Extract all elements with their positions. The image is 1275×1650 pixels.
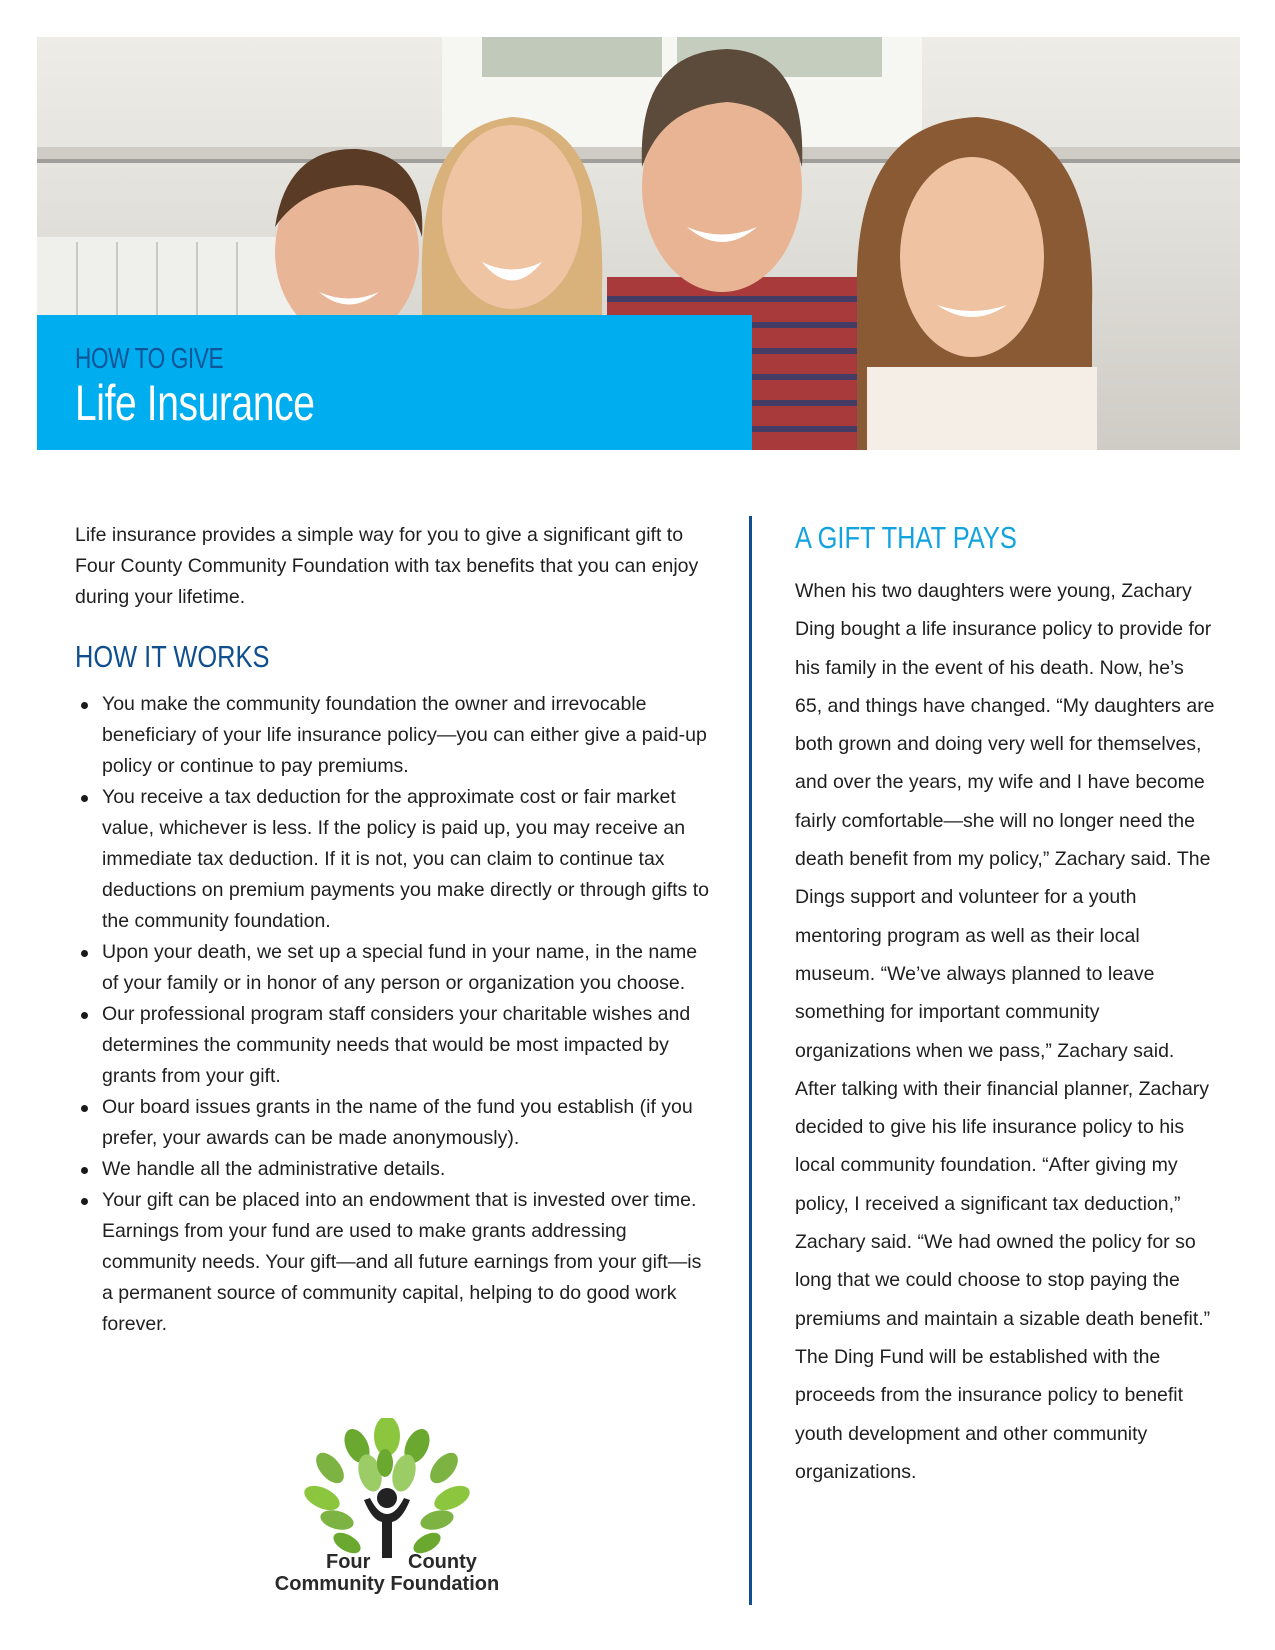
rail — [37, 147, 1240, 159]
list-item-text: Upon your death, we set up a special fund in your name, in the name of your family or in honor of any person or organization you choose. — [102, 941, 698, 994]
list-item-text: Our board issues grants in the name of the fund you establish (if you prefer, your awards can be made anonymously). — [102, 1096, 693, 1149]
bullet-icon — [81, 1198, 88, 1205]
list-item-text: You make the community foundation the owner and irrevocable beneficiary of your life insurance policy—you can either give a paid-up policy or continue to pay premiums. — [102, 693, 707, 777]
list-item-text: We handle all the administrative details. — [102, 1158, 446, 1180]
eyebrow-label: HOW TO GIVE — [75, 343, 224, 375]
logo-word-county: County — [408, 1551, 477, 1573]
bullet-icon — [81, 1012, 88, 1019]
bullet-icon — [81, 702, 88, 709]
column-divider — [749, 516, 752, 1605]
bullet-icon — [81, 950, 88, 957]
list-item-text: Our professional program staff considers your charitable wishes and determines the community needs that would be most impacted by grants from your gift. — [102, 1003, 691, 1087]
tree-logo-icon — [262, 1418, 512, 1558]
list-item-text: You receive a tax deduction for the approximate cost or fair market value, whichever is less. If the policy is paid up, you may receive an immediate tax deduction. If it is not, you can claim to continue tax deductions on premium payments you make directly or through gifts to the community foundation. — [102, 786, 709, 932]
right-column — [795, 520, 1215, 1491]
bullet-icon — [81, 795, 88, 802]
person-figure-icon — [364, 1488, 410, 1558]
list-item — [75, 937, 715, 999]
daughter-top — [867, 367, 1097, 450]
list-item — [75, 1154, 715, 1185]
list-item — [75, 689, 715, 782]
bullet-icon — [81, 1105, 88, 1112]
left-column — [75, 520, 715, 1340]
list-item — [75, 999, 715, 1092]
bullet-icon — [81, 1167, 88, 1174]
list-item-text: Your gift can be placed into an endowment that is invested over time. Earnings from your fund are used to make grants addressing community needs. Your gift—and all future earnings from your gift—is a permanent source of community capital, helping to do good work forever. — [102, 1189, 702, 1335]
list-item — [75, 782, 715, 937]
logo-line-2: Community Foundation — [274, 1573, 500, 1595]
logo-word-four: Four — [326, 1551, 371, 1573]
story-paragraph: When his two daughters were young, Zachary Ding bought a life insurance policy to provide for his family in the event of his death. Now, he’s 65, and things have changed. “My daughters are both grown and doing very well for themselves, and over the years, my wife and I have become fairly comfortable—she will no longer need the death benefit from my policy,” Zachary said. The Dings support and volunteer for a youth mentoring program as well as their local museum. “We’ve always planned to leave something for important community organizations when we pass,” Zachary said. After talking with their financial planner, Zachary decided to give his life insurance policy to his local community foundation. “After giving my policy, I received a significant tax deduction,” Zachary said. “We had owned the policy for so long that we could choose to stop paying the premiums and maintain a sizable death benefit.” The Ding Fund will be established with the proceeds from the insurance policy to benefit youth development and other community organizations. — [795, 580, 1215, 1483]
how-it-works-list — [75, 689, 715, 1340]
list-item — [75, 1092, 715, 1154]
intro-paragraph: Life insurance provides a simple way for you to give a significant gift to Four County Community Foundation with tax benefits that you can enjoy during your lifetime. — [75, 524, 699, 608]
list-item — [75, 1185, 715, 1340]
daughter-face — [900, 157, 1044, 357]
window-pane — [482, 37, 662, 77]
foundation-logo — [262, 1418, 512, 1608]
page-title: Life Insurance — [75, 375, 315, 431]
mother-face — [442, 125, 582, 309]
how-it-works-heading: HOW IT WORKS — [75, 639, 270, 674]
gift-that-pays-heading: A GIFT THAT PAYS — [795, 520, 1017, 555]
